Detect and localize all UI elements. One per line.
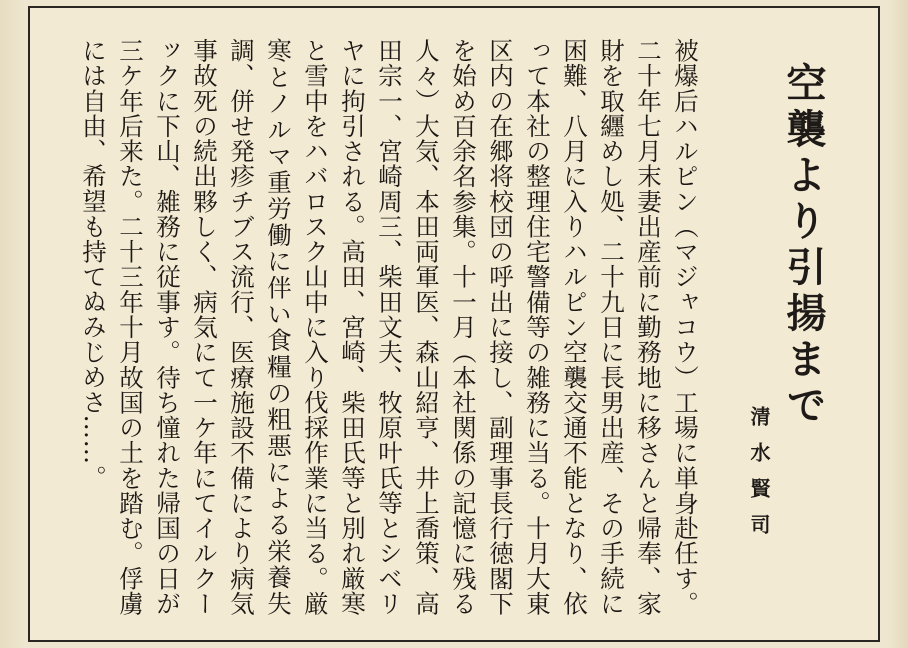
article-body (75, 38, 704, 616)
article-author: 清水賢司 (747, 406, 771, 550)
article (44, 36, 864, 626)
article-frame (28, 6, 880, 642)
right-margin-bleed (888, 0, 908, 648)
left-margin-bleed (0, 0, 24, 648)
article-title: 空襲より引揚まで (780, 62, 826, 430)
article-paragraph: 被爆后ハルピン（マジャコウ）工場に単身赴任す。二十年七月末妻出産前に勤務地に移さんと帰奉、家財を取纒めし処、二十九日に長男出産、その手続に困難、八月に入りハルピン空襲交通不能となり、依って本社の整理住宅警備等の雑務に当る。十月大東区内の在郷将校団の呼出に接し、副理事長行徳閣下を始め百余名参集。十一月（本社関係の記憶に残る人々）大気、本田両軍医、森山紹亨、井上喬策、高田宗一、宮崎周三、柴田文夫、牧原叶氏等とシベリヤに拘引される。高田、宮崎、柴田氏等と別れ厳寒と雪中をハバロスク山中に入り伐採作業に当る。厳寒とノルマ重労働に伴い食糧の粗悪による栄養失調、併せ発疹チブス流行、医療施設不備により病気事故死の続出夥しく、病気にて一ケ年にてイルクーックに下山、雑務に従事す。待ち憧れた帰国の日が三ケ年后来た。二十三年十月故国の土を踏む。俘虜には自由、希望も持てぬみじめさ……。 (79, 38, 700, 616)
